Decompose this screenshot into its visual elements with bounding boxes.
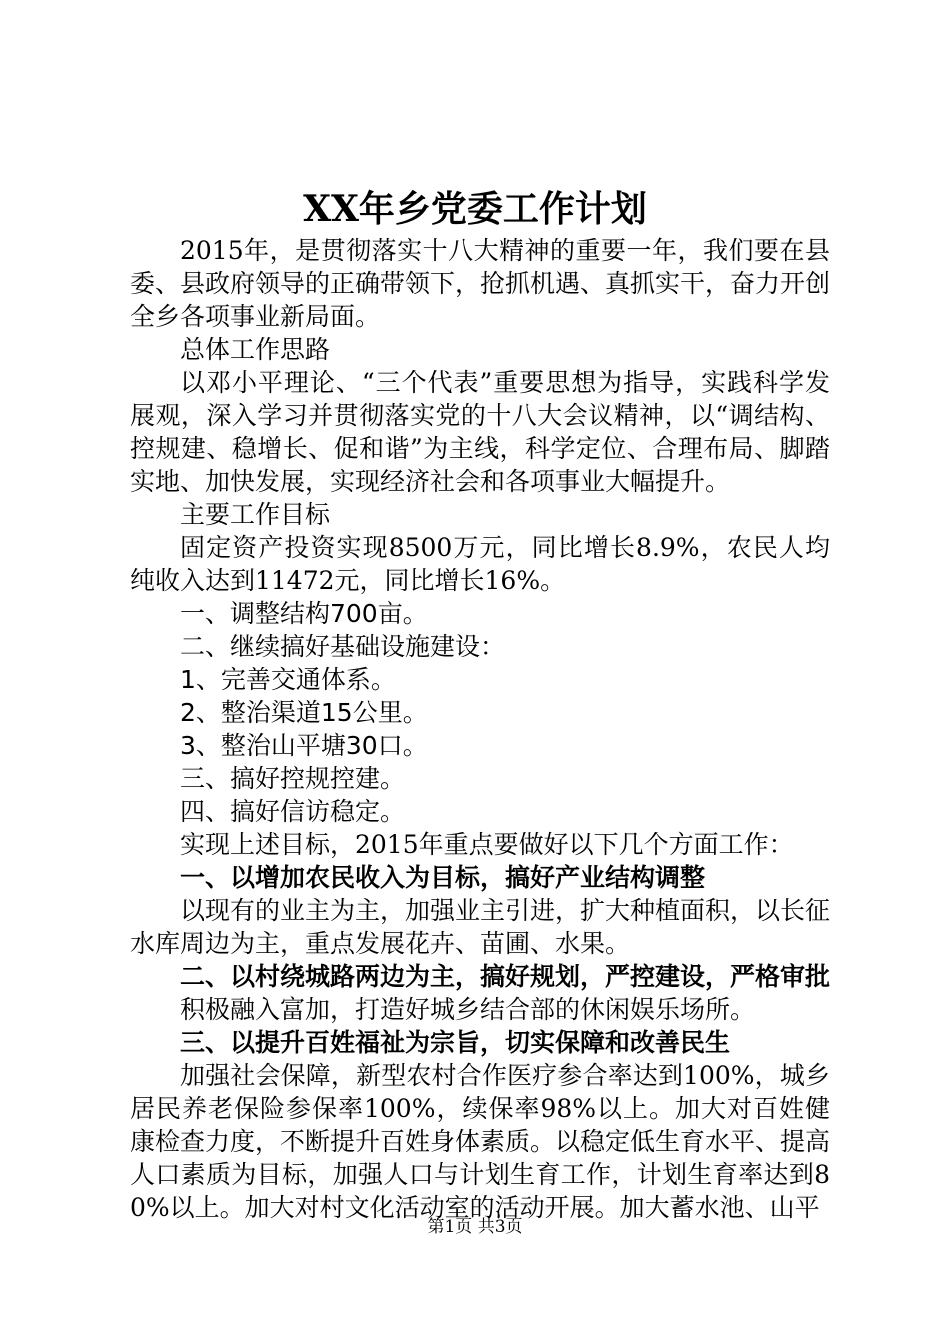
document-title: XX年乡党委工作计划 xyxy=(303,188,647,230)
goal-item: 四、搞好信访稳定。 xyxy=(180,797,406,826)
main-goals-paragraph: 固定资产投资实现8500万元，同比增长8.9%，农民人均纯收入达到11472元，同比增长16%。 xyxy=(130,533,830,595)
key-work-heading: 一、以增加农民收入为目标，搞好产业结构调整 xyxy=(180,863,706,892)
intro-paragraph: 2015年，是贯彻落实十八大精神的重要一年，我们要在县委、县政府领导的正确带领下，抢抓机遇、真抓实干，奋力开创全乡各项事业新局面。 xyxy=(130,236,831,331)
key-work-paragraph: 积极融入富加，打造好城乡结合部的休闲娱乐场所。 xyxy=(180,995,756,1024)
section-heading-main-goals: 主要工作目标 xyxy=(180,500,331,529)
goal-subitem: 2、整治渠道15公里。 xyxy=(180,698,428,727)
key-work-paragraph: 以现有的业主为主，加强业主引进，扩大种植面积，以长征水库周边为主，重点发展花卉、苗圃、水果。 xyxy=(130,896,831,958)
overall-approach-paragraph: 以邓小平理论、“三个代表”重要思想为指导，实践科学发展观，深入学习并贯彻落实党的十八大会议精神，以“调结构、控规建、稳增长、促和谐”为主线，科学定位、合理布局、脚踏实地、加快发展，实现经济社会和各项事业大幅提升。 xyxy=(130,368,830,496)
key-work-paragraph: 加强社会保障，新型农村合作医疗参合率达到100%，城乡居民养老保险参保率100%，续保率98%以上。加大对百姓健康检查力度，不断提升百姓身体素质。以稳定低生育水平、提高人口素质为目标，加强人口与计划生育工作，计划生育率达到80%以上。加大对村文化活动室的活动开展。加大蓄水池、山平 xyxy=(130,1061,831,1222)
goal-subitem: 3、整治山平塘30口。 xyxy=(180,731,428,760)
key-work-heading: 三、以提升百姓福祉为宗旨，切实保障和改善民生 xyxy=(180,1028,731,1057)
goal-item: 二、继续搞好基础设施建设： xyxy=(180,632,506,661)
section-heading-overall-approach: 总体工作思路 xyxy=(180,335,331,364)
goal-item: 一、调整结构700亩。 xyxy=(180,599,428,628)
page-footer: 第1页 共3页 xyxy=(427,1217,523,1237)
key-work-intro: 实现上述目标，2015年重点要做好以下几个方面工作： xyxy=(180,830,794,859)
goal-item: 三、搞好控规控建。 xyxy=(180,764,406,793)
goal-subitem: 1、完善交通体系。 xyxy=(180,665,396,694)
document-body xyxy=(130,234,830,1224)
key-work-heading: 二、以村绕城路两边为主，搞好规划，严控建设，严格审批 xyxy=(180,962,831,991)
